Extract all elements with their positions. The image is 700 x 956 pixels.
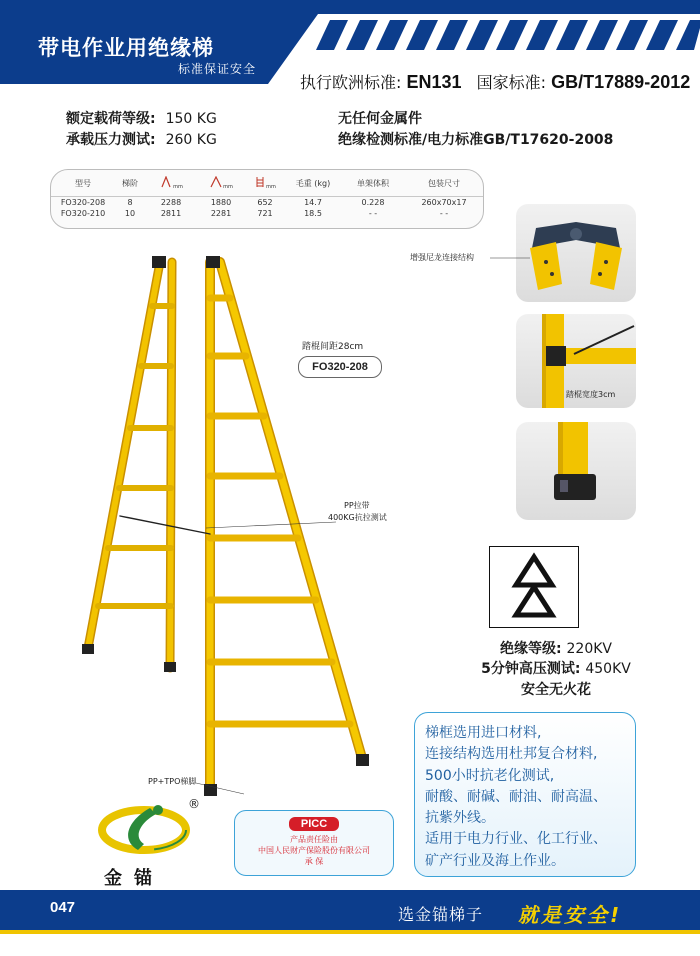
col-height: mm: [145, 174, 197, 197]
features-box: [414, 712, 636, 877]
page-title: 带电作业用绝缘梯: [38, 36, 214, 60]
no-spark-note: 安全无火花: [521, 682, 591, 698]
ladder-foot-icon: [516, 422, 636, 520]
feature-line: 抗紫外线。: [425, 810, 495, 827]
ladder-icon: [254, 176, 266, 188]
col-open-width: mm: [197, 174, 245, 197]
hv-test: [456, 658, 656, 678]
table-cell: 14.7: [304, 198, 322, 207]
table-cell: 2811: [160, 209, 182, 218]
table-cell: 0.228: [361, 198, 385, 207]
nylon-label: 增强尼龙连接结构: [410, 253, 474, 262]
model-tag: FO320-208: [298, 356, 382, 378]
insulation-grade-label: 绝缘等级:: [500, 641, 562, 657]
slogan-part-1: 选金锚梯子: [398, 905, 484, 924]
brand-name: 金锚: [104, 868, 164, 889]
eu-standard-value: EN131: [406, 72, 462, 92]
table-cell: FO320-208: [60, 198, 106, 207]
picc-line-2: 中国人民财产保险股份有限公司: [258, 846, 370, 855]
table-cell: 2281: [210, 209, 232, 218]
page-subtitle: 标准保证安全: [178, 62, 257, 76]
picc-title: PICC: [289, 817, 339, 831]
feature-line: 500小时抗老化测试,: [425, 767, 555, 784]
table-cell: 721: [257, 209, 273, 218]
col-volume: 单架体积: [357, 178, 389, 188]
eu-standard-label: 执行欧洲标准:: [300, 73, 402, 92]
table-cell: 1880: [210, 198, 232, 207]
standards-line: [300, 70, 690, 93]
feature-line: 适用于电力行业、化工行业、: [425, 831, 607, 848]
cn-standard-label: 国家标准:: [476, 73, 547, 92]
spec-table: [50, 169, 484, 229]
nylon-connector-photo: [516, 204, 636, 302]
page-number: 047: [50, 899, 76, 916]
picc-line-3: 承 保: [304, 857, 324, 866]
insulation-grade-value: 220KV: [566, 641, 612, 657]
table-cell: 2288: [160, 198, 182, 207]
foot-photo: [516, 422, 636, 520]
load-label: 额定载荷等级:: [66, 111, 156, 127]
feature-line: 连接结构选用杜邦复合材料,: [425, 746, 598, 763]
test-value: 260 KG: [165, 132, 217, 148]
feature-line: 耐酸、耐碱、耐油、耐高温、: [425, 788, 607, 805]
col-steps: 梯阶: [122, 178, 138, 188]
table-row: [51, 197, 483, 209]
table-cell: 652: [257, 198, 273, 207]
table-cell: 10: [124, 209, 136, 218]
pressure-test: [66, 129, 217, 149]
table-cell: 18.5: [304, 209, 322, 218]
insulation-symbol-box: [489, 546, 579, 628]
table-header-row: [51, 174, 483, 197]
test-label: 承载压力测试:: [66, 132, 156, 148]
nylon-pointer: [490, 256, 530, 260]
hv-test-label: 5分钟高压测试:: [481, 661, 581, 677]
table-cell: - -: [368, 209, 378, 218]
registered-mark: ®: [188, 797, 200, 811]
double-triangle-icon: [490, 547, 578, 627]
picc-insurance-box: [234, 810, 394, 876]
col-weight: 毛重 (kg): [295, 178, 331, 188]
table-cell: 8: [127, 198, 133, 207]
insulation-standard: 绝缘检测标准/电力标准GB/T17620-2008: [338, 132, 614, 148]
pp-strap-pointer: [206, 520, 336, 540]
connector-icon: [516, 204, 636, 302]
col-model: 型号: [75, 178, 91, 188]
table-row: [51, 208, 483, 219]
height-icon: [159, 176, 173, 188]
table-cell: 260x70x17: [421, 198, 467, 207]
cn-standard-value: GB/T17889-2012: [551, 72, 691, 92]
table-cell: - -: [439, 209, 449, 218]
no-metal-note: 无任何金属件: [338, 111, 422, 127]
slogan-part-2: 就是安全!: [518, 903, 623, 927]
col-ladder-width: mm: [245, 174, 285, 197]
hv-test-value: 450KV: [585, 661, 631, 677]
pp-strap-label-2: 400KG抗拉测试: [328, 513, 387, 522]
picc-line-1: 产品责任险由: [290, 835, 338, 844]
foot-pointer: [196, 782, 244, 796]
insulation-grade: [456, 638, 656, 658]
feature-line: 梯框选用进口材料,: [425, 725, 542, 741]
load-rating: [66, 108, 217, 128]
open-width-icon: [209, 176, 223, 188]
load-value: 150 KG: [165, 111, 217, 127]
col-package: 包装尺寸: [428, 178, 460, 188]
table-cell: FO320-210: [60, 209, 106, 218]
pp-strap-label-1: PP拉带: [344, 501, 370, 510]
brand-logo: [98, 800, 190, 858]
feature-line: 矿产行业及海上作业。: [425, 852, 565, 869]
foot-label: PP+TPO梯脚: [148, 777, 197, 786]
rung-spacing-label: 踏棍间距28cm: [302, 342, 364, 352]
rung-width-label: 踏棍宽度3cm: [566, 390, 616, 399]
